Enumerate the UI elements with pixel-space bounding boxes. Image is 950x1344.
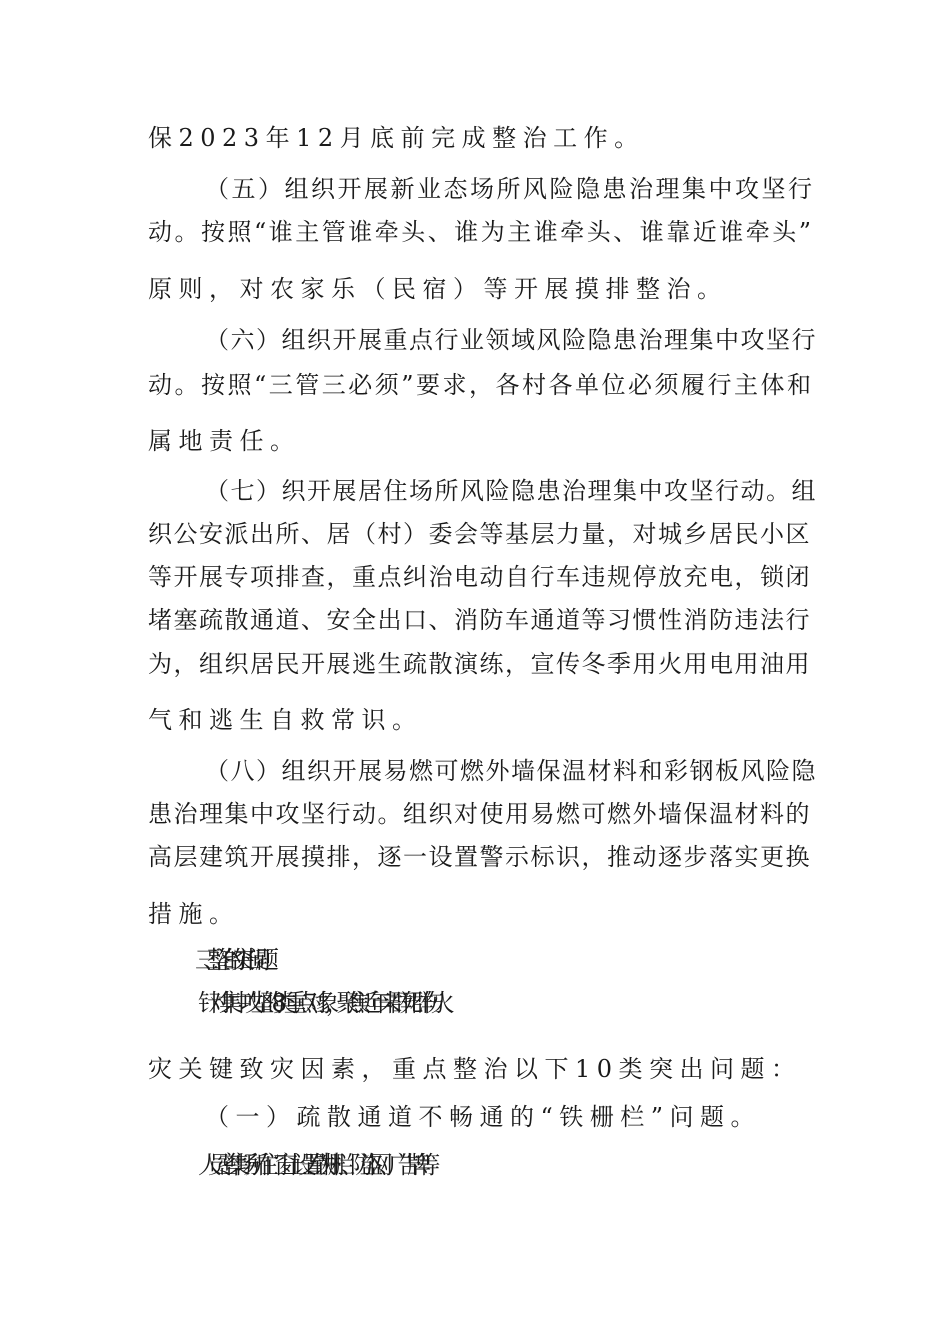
- paragraph-7-line-5: 为，组织居民开展逃生疏散演练，宣传冬季用火用电用油用: [148, 650, 811, 678]
- paragraph-5-line-1: （五）组织开展新业态场所风险隐患治理集中攻坚行: [205, 175, 815, 203]
- problem-1-text-line-1: 人员密集场所在门窗上设置铁栅栏、防盗网、广告牌等: [198, 1151, 426, 1179]
- section-intro-line-1: 针对集中攻坚的8类重点对象，聚焦近年来群死群伤火: [198, 989, 442, 1017]
- paragraph-7-line-2: 织公安派出所、居（村）委会等基层力量，对城乡居民小区: [148, 520, 811, 548]
- paragraph-7-line-3: 等开展专项排查，重点纠治电动自行车违规停放充电，锁闭: [148, 563, 811, 591]
- paragraph-5-line-3: 原则，对农家乐（民宿）等开展摸排整治。: [148, 275, 728, 303]
- paragraph-7-line-6: 气和逃生自救常识。: [148, 706, 423, 734]
- paragraph-5-line-2: 动。按照“谁主管谁牵头、谁为主谁牵头、谁靠近谁牵头”: [148, 218, 814, 246]
- section-heading: 三、 整治的突出问题: [195, 946, 263, 974]
- paragraph-7-line-4: 堵塞疏散通道、安全出口、消防车通道等习惯性消防违法行: [148, 606, 811, 634]
- paragraph-6-line-2: 动。按照“三管三必须”要求，各村各单位必须履行主体和: [148, 371, 814, 399]
- paragraph-6-line-3: 属地责任。: [148, 427, 301, 455]
- section-intro-line-2: 灾关键致灾因素，重点整治以下10类突出问题：: [148, 1055, 802, 1083]
- paragraph-7-line-1: （七）织开展居住场所风险隐患治理集中攻坚行动。组: [205, 477, 817, 505]
- text-line: 保2023年12月底前完成整治工作。: [148, 124, 645, 152]
- paragraph-8-line-4: 措施。: [148, 900, 240, 928]
- paragraph-8-line-1: （八）组织开展易燃可燃外墙保温材料和彩钢板风险隐: [205, 757, 817, 785]
- paragraph-8-line-2: 患治理集中攻坚行动。组织对使用易燃可燃外墙保温材料的: [148, 800, 811, 828]
- problem-1-heading: （一）疏散通道不畅通的“铁栅栏”问题。: [205, 1103, 762, 1131]
- paragraph-6-line-1: （六）组织开展重点行业领域风险隐患治理集中攻坚行: [205, 326, 817, 354]
- paragraph-8-line-3: 高层建筑开展摸排，逐一设置警示标识，推动逐步落实更换: [148, 843, 811, 871]
